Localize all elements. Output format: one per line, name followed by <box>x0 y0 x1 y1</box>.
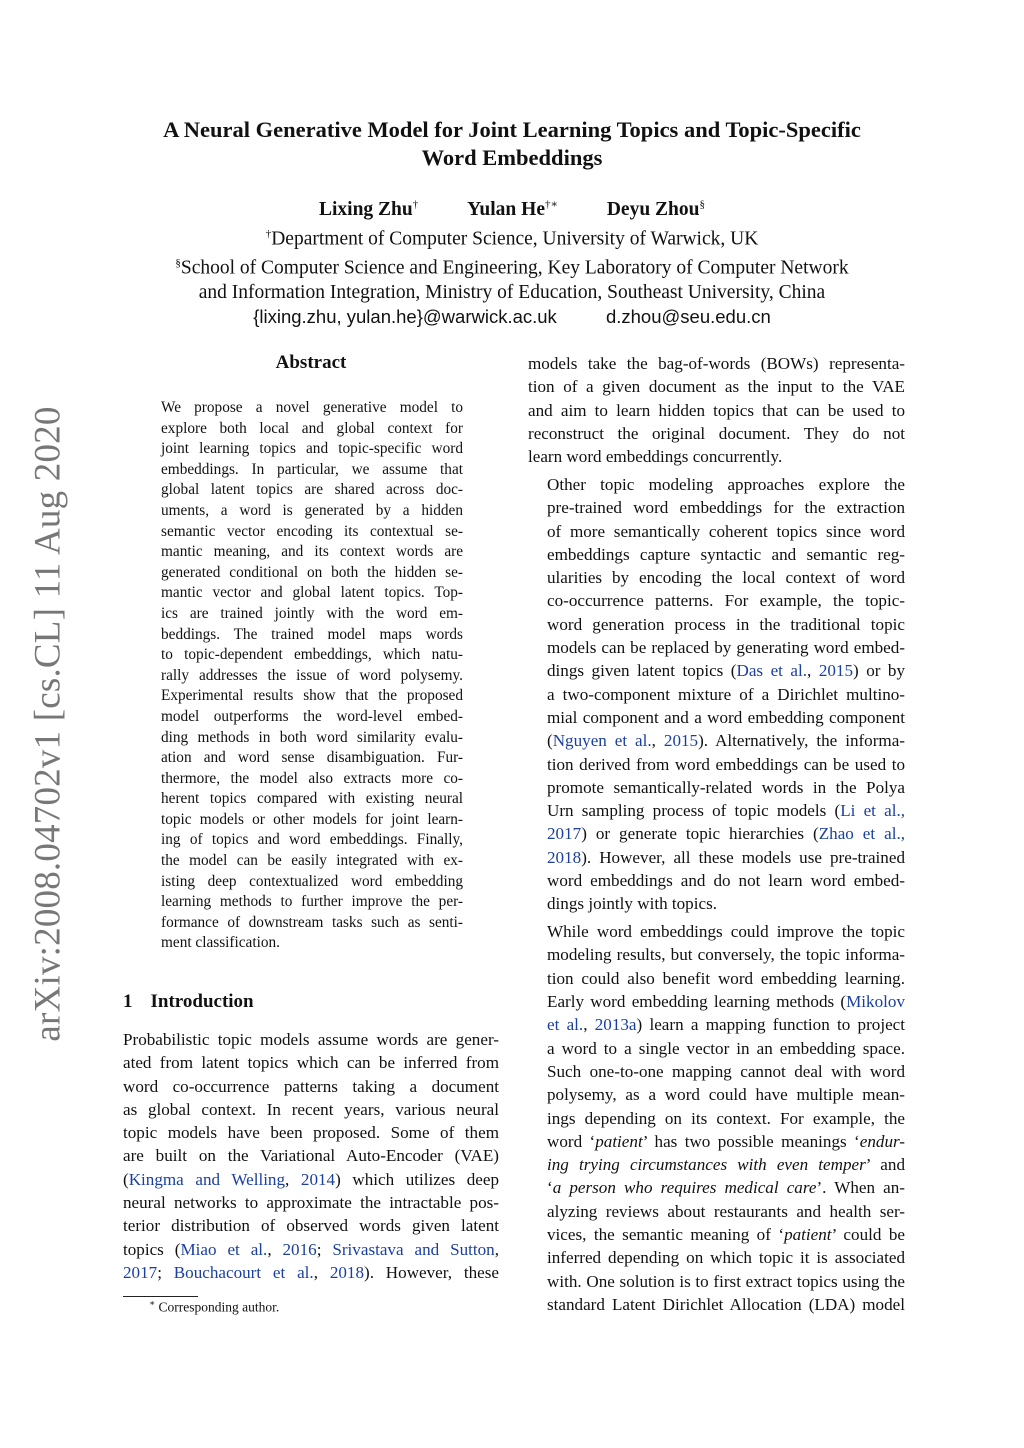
paragraph-pretrained-embeddings <box>528 473 905 916</box>
text-line: a word to a single vector in an embedding space. <box>547 1038 905 1058</box>
text-line: ment classification. <box>161 934 280 952</box>
text-line: tion could also benefit word embedding learning. <box>547 968 905 988</box>
text-line: word embeddings and do not learn word embed- <box>547 871 905 891</box>
email-warwick[interactable]: {lixing.zhu, yulan.he}@warwick.ac.uk <box>253 305 557 327</box>
section-number: 1 <box>123 991 133 1012</box>
text-line: 2017; Bouchacourt et al., 2018). However, these <box>123 1262 499 1282</box>
text-line: Other topic modeling approaches explore the <box>547 474 905 494</box>
text-line: uments, a word is generated by a hidden <box>161 501 463 519</box>
text-line: topics (Miao et al., 2016; Srivastava and Sutton, <box>123 1239 499 1259</box>
text-line: to topic-dependent embeddings, which natu- <box>161 646 463 664</box>
text-line: dings given latent topics (Das et al., 2015) or by <box>547 661 906 681</box>
abstract-body <box>161 398 463 954</box>
text-line: co-occurrence patterns. For example, the topic- <box>547 591 905 611</box>
text-line: beddings. The trained model maps words <box>161 625 463 643</box>
affiliation-1: †Department of Computer Science, University of Warwick, UK <box>265 227 759 249</box>
author-block <box>112 192 912 329</box>
text-line: inferred depending on which topic it is associated <box>547 1248 905 1268</box>
affiliation-2: §School of Computer Science and Engineering, Key Laboratory of Computer Network <box>175 257 849 279</box>
text-line: semantic vector encoding its contextual se- <box>161 522 463 540</box>
text-line: dings jointly with topics. <box>547 894 717 914</box>
text-line: Early word embedding learning methods (Mikolov <box>547 992 905 1012</box>
text-line: a two-component mixture of a Dirichlet multino- <box>547 684 905 704</box>
text-line: joint learning topics and topic-specific word <box>161 440 463 458</box>
text-line: While word embeddings could improve the topic <box>547 922 905 942</box>
text-line: reconstruct the original document. They do not <box>528 423 905 443</box>
citation-li-year[interactable]: 2017 <box>547 824 582 844</box>
title-line-2: Word Embeddings <box>421 145 603 170</box>
text-line: Such one-to-one mapping cannot deal with word <box>547 1061 905 1081</box>
text-line: tion derived from word embeddings can be used to <box>547 754 905 774</box>
text-line: Experimental results show that the proposed <box>161 687 463 705</box>
text-line: ing of topics and word embeddings. Finally, <box>161 831 463 849</box>
citation-nguyen-year[interactable]: 2015 <box>663 731 699 751</box>
text-line: topic models or other models for joint learn- <box>161 810 463 828</box>
citation-zhao[interactable]: Zhao et al. <box>818 824 901 844</box>
abstract-heading: Abstract <box>275 352 347 373</box>
author-3: Deyu Zhou§ <box>606 198 705 220</box>
text-line: ding methods in both word similarity evalu- <box>161 728 463 746</box>
right-column <box>528 352 905 1316</box>
footnote: ∗ Corresponding author. <box>149 1298 280 1315</box>
citation-zhao-year[interactable]: 2018 <box>547 847 582 867</box>
text-line: 2018). However, all these models use pre-trained <box>547 847 905 867</box>
text-line: ated from latent topics which can be inferred from <box>123 1053 499 1073</box>
text-line: standard Latent Dirichlet Allocation (LDA) model <box>547 1294 905 1314</box>
text-line: ing trying circumstances with even temper’ and <box>547 1155 905 1175</box>
text-line: word generation process in the traditional topic <box>547 614 905 634</box>
text-line: pre-trained word embeddings for the extraction <box>547 498 905 518</box>
text-line: neural networks to approximate the intractable pos- <box>123 1193 499 1213</box>
citation-miao-year[interactable]: 2016 <box>282 1239 317 1259</box>
text-line: model outperforms the word-level embed- <box>161 707 463 725</box>
email-seu[interactable]: d.zhou@seu.edu.cn <box>605 305 771 327</box>
text-line: promote semantically-related words in the Polya <box>547 777 905 797</box>
text-line: (Kingma and Welling, 2014) which utilizes deep <box>123 1169 499 1189</box>
footnote-rule <box>123 1296 198 1297</box>
author-names <box>112 192 912 222</box>
text-line: mial component and a word embedding component <box>547 707 905 727</box>
introduction-paragraph <box>123 1028 499 1284</box>
text-line: thermore, the model also extracts more co- <box>161 769 463 787</box>
citation-li[interactable]: Li et al. <box>840 801 901 821</box>
citation-das-year[interactable]: 2015 <box>818 661 853 681</box>
text-line: polysemy, as a word could have multiple mean- <box>547 1085 905 1105</box>
text-line: explore both local and global context for <box>161 419 463 437</box>
text-line: with. One solution is to first extract topics using the <box>547 1271 905 1291</box>
text-line: mantic vector and global latent topics. Top- <box>161 584 463 602</box>
text-line: Probabilistic topic models assume words are gener- <box>123 1030 499 1049</box>
author-2: Yulan He†∗ <box>467 198 558 220</box>
text-line: rally addresses the issue of word polysemy. <box>161 666 463 684</box>
text-line: ings depending on its context. For example, the <box>547 1108 905 1128</box>
text-line: ‘a person who requires medical care’. When an- <box>547 1178 905 1198</box>
author-1: Lixing Zhu† <box>318 198 419 220</box>
text-line: word ‘patient’ has two possible meanings ‘endur- <box>547 1131 905 1151</box>
text-line: Urn sampling process of topic models (Li et al., <box>547 801 905 821</box>
text-line: We propose a novel generative model to <box>161 399 463 416</box>
citation-srivastava-year[interactable]: 2017 <box>123 1262 158 1282</box>
paragraph-vae-models <box>528 352 905 468</box>
text-line: models take the bag-of-words (BOWs) representa- <box>528 354 905 373</box>
text-line: learn word embeddings concurrently. <box>528 447 783 467</box>
citation-mikolov-cont[interactable]: et al. <box>547 1015 584 1035</box>
paper-title <box>112 116 912 172</box>
affiliation-2-cont: and Information Integration, Ministry of Education, Southeast University, China <box>198 281 826 303</box>
citation-mikolov[interactable]: Mikolov <box>846 992 905 1012</box>
text-line: are built on the Variational Auto-Encoder (VAE) <box>123 1146 499 1166</box>
citation-bouchacourt[interactable]: Bouchacourt et al. <box>173 1262 314 1282</box>
text-line: ularities by encoding the local context of word <box>547 568 905 588</box>
citation-srivastava[interactable]: Srivastava and Sutton <box>332 1239 495 1259</box>
citation-miao[interactable]: Miao et al. <box>180 1239 268 1259</box>
text-line: the model can be easily integrated with ex- <box>161 852 463 870</box>
text-line: mantic meaning, and its context words are <box>161 543 463 561</box>
text-line: and aim to learn hidden topics that can be used to <box>528 400 905 420</box>
text-line: formance of downstream tasks such as senti- <box>161 913 463 931</box>
text-line: generated conditional on both the hidden se- <box>161 563 463 581</box>
text-line: learning methods to further improve the per- <box>161 893 463 911</box>
text-line: topic models have been proposed. Some of them <box>123 1123 499 1143</box>
text-line: models can be replaced by generating word embed- <box>547 638 905 658</box>
text-line: embeddings. In particular, we assume that <box>161 460 463 478</box>
text-line: terior distribution of observed words given latent <box>123 1216 499 1236</box>
text-line: (Nguyen et al., 2015). Alternatively, the informa- <box>547 731 905 751</box>
citation-nguyen[interactable]: Nguyen et al. <box>552 731 652 751</box>
text-line: vices, the semantic meaning of ‘patient’ could be <box>547 1224 905 1244</box>
text-line: of more semantically coherent topics since word <box>547 521 905 541</box>
citation-mikolov-year[interactable]: 2013a <box>594 1015 637 1035</box>
citation-das[interactable]: Das et al. <box>736 661 808 681</box>
text-line: ation and word sense disambiguation. Fur- <box>161 749 463 767</box>
title-line-1: A Neural Generative Model for Joint Learning Topics and Topic-Specific <box>163 117 861 142</box>
paragraph-polysemy <box>528 920 905 1316</box>
text-line: herent topics compared with existing neural <box>161 790 463 808</box>
citation-kingma-year[interactable]: 2014 <box>300 1169 336 1189</box>
section-heading-introduction <box>123 991 254 1013</box>
citation-kingma[interactable]: Kingma and Welling <box>128 1169 286 1189</box>
text-line: 2017) or generate topic hierarchies (Zhao et al., <box>547 824 905 844</box>
arxiv-identifier: arXiv:2008.04702v1 [cs.CL] 11 Aug 2020 <box>27 406 69 1042</box>
text-line: as global context. In recent years, various neural <box>123 1099 499 1119</box>
citation-bouchacourt-year[interactable]: 2018 <box>329 1262 365 1282</box>
text-line: global latent topics are shared across doc- <box>161 481 463 499</box>
section-title: Introduction <box>150 991 254 1012</box>
text-line: et al., 2013a) learn a mapping function to project <box>547 1015 905 1035</box>
text-line: ics are trained jointly with the word em- <box>161 604 463 622</box>
text-line: word co-occurrence patterns taking a document <box>123 1076 499 1096</box>
text-line: tion of a given document as the input to the VAE <box>528 377 905 397</box>
text-line: modeling results, but conversely, the topic informa- <box>547 945 905 965</box>
text-line: alyzing reviews about restaurants and health ser- <box>547 1201 905 1221</box>
author-emails <box>112 305 912 329</box>
text-line: embeddings capture syntactic and semantic reg- <box>547 544 905 564</box>
text-line: isting deep contextualized word embedding <box>161 872 463 890</box>
